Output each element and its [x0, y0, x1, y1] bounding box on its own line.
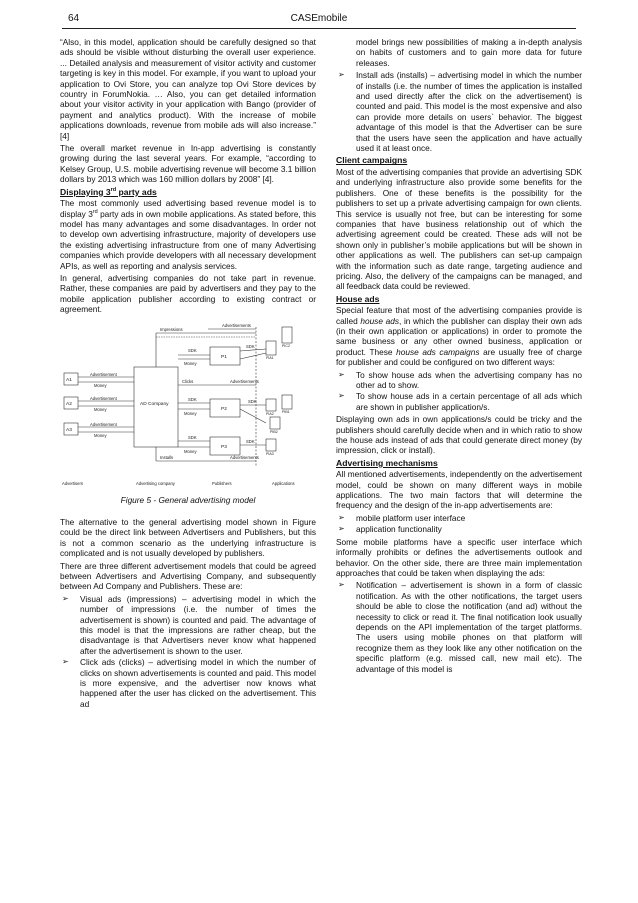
- advertisement-label-a3: Advertisement: [90, 421, 117, 427]
- money-label-a1: Money: [94, 382, 107, 388]
- list-item: ➢ mobile platform user interface: [338, 512, 466, 523]
- pic2-label: PIC2: [282, 343, 290, 348]
- section-heading-client-campaigns: Client campaigns: [336, 155, 408, 166]
- sdk-label-p1: SDK: [188, 347, 197, 353]
- sdk-label-app2: SDK: [248, 398, 257, 404]
- third-party-paragraph: The most commonly used advertising based revenue model is to display 3rd party ads in own mobile applications. As stated before, this model has many advantages and some disadvantages. In order not to develop own advertising infrastructure, majority of developers use the existing advertising infrastructure from one of many Advertising companies which provide developers with all necessary development APIs, as well as reporting and analysis services.: [60, 198, 316, 271]
- section-heading-mechanisms: Advertising mechanisms: [336, 457, 438, 468]
- a3-label: A3: [66, 427, 72, 433]
- arrow-bullet-icon: ➢: [338, 524, 345, 534]
- page-header: [62, 12, 576, 29]
- arrow-bullet-icon: ➢: [338, 580, 345, 590]
- sdk-label-app3: SDK: [246, 438, 255, 444]
- money-label-p1: Money: [184, 360, 197, 366]
- list-item: ➢ Install ads (installs) – advertising model in which the number of installs (i.e. the number of times the application is installed and used directly after the click on the advertisement) is counted and paid. This model is the most expensive and also can provide more details on users` behavior. The biggest advantage of this model is that the Advertiser can be sure that the users have seen the application and have actually used it at least once.: [338, 70, 582, 154]
- section-heading-third-party: Displaying 3rd party ads: [60, 186, 157, 197]
- client-campaigns-paragraph: Most of the advertising companies that provide an advertising SDK and underlying infrastructure also provide some benefits for the publishers. One of these benefits is the possibility for the publishers to set up a private advertising campaign for own clients. This service is usually not free, but can be interesting for some companies that have business relationship out of which the advertising agreement could be created. These ads will not be shown only in publisher’s mobile applications but will be shown in other applications as well. The publishers can set-up campaign with the information such as date range, targeting audience and pricing. Also, the delivery of the campaigns can be managed, and all feedback data could be reviewed.: [336, 166, 582, 292]
- arrow-bullet-icon: ➢: [338, 391, 345, 401]
- advertisement-label-a2: Advertisement: [90, 395, 117, 401]
- approaches-list: [336, 580, 582, 674]
- list-item: ➢ To show house ads when the advertising company has no other ad to show.: [338, 369, 582, 390]
- app-pia3-box: [266, 439, 276, 451]
- list-item: ➢ Visual ads (impressions) – advertising model in which the number of impressions (i.e. the number of times the advertisement is shown) is counted and paid. The advantage of this model is that the impressions are rather cheap, but the disadvantage is that Advertisers never know what happened after the advertisement is shown to the user.: [62, 593, 316, 656]
- arrow-bullet-icon: ➢: [338, 512, 345, 522]
- figure-caption: Figure 5 - General advertising model: [120, 494, 256, 505]
- house-ads-paragraph: Special feature that most of the advertising companies provide is called house ads, in which the publisher can display their own ads (in their own application or applications) in order to promote the same business or any other owned business, application or product. These house ads campaigns are usually free of charge for publisher and could be configured on two different ways:: [336, 305, 583, 368]
- sdk-label-p3: SDK: [188, 434, 197, 440]
- house-ads-list: [336, 370, 582, 413]
- factors-list: [336, 513, 582, 535]
- pia2-label: PIA2: [266, 411, 274, 416]
- app-pia2-box: [266, 399, 276, 411]
- advertisers-axis-label: Advertisers: [62, 480, 83, 486]
- pib2-label: PIB2: [270, 429, 278, 434]
- app-pia1-box: [266, 341, 276, 355]
- pib1-label: PIB1: [282, 409, 290, 414]
- applications-axis-label: Applications: [272, 480, 295, 486]
- app-pib1-box: [282, 395, 292, 409]
- p1-label: P1: [221, 354, 227, 360]
- list-item: ➢ application functionality: [338, 524, 442, 535]
- advertisements-label: Advertisements: [222, 322, 251, 328]
- install-ads-list: [336, 70, 582, 153]
- pia1-label: PIA1: [266, 355, 274, 360]
- models-intro-paragraph: There are three different advertisement models that could be agreed between Advertisers and Advertising Company, and subsequently between Ad Company and Publishers. These are:: [60, 560, 316, 592]
- click-ads-continuation: model brings new possibilities of making a in-depth analysis on habits of customers and to gain more data for future releases.: [356, 37, 582, 68]
- money-label-a2: Money: [94, 406, 107, 412]
- sdk-label-app1: SDK: [246, 343, 255, 349]
- right-column: [336, 37, 582, 676]
- advertising-model-figure: [60, 319, 316, 489]
- advertising-company-axis-label: Advertising company: [136, 480, 175, 486]
- mechanisms-paragraph-2: Some mobile platforms have a specific user interface which informally prohibits or defines the advertisements outlook and behavior. On the other side, there are three main implementation approaches that could be taken when displaying the ads:: [336, 536, 582, 578]
- clicks-label: Clicks: [182, 378, 194, 384]
- p2-label: P2: [221, 406, 227, 412]
- page-number: 64: [68, 13, 80, 24]
- quote-paragraph: “Also, in this model, application should be carefully designed so that ads should be visible without disturbing the overall user experience. ... Detailed analysis and measurement of visitor activity and customer targeting is key in this model. For example, if you want to upload your application to Ovi Store, you can analyze top Ovi Store devices by country in ForumNokia. … Also, you can get detailed information about your visitor activity in your application with Bango (provider of payment and analytics product). With the increase of mobile applications downloads, revenue from mobile ads will also increase.” [4]: [60, 37, 316, 141]
- money-label-p2: Money: [184, 410, 197, 416]
- advertisements-label-3: Advertisements: [230, 454, 259, 460]
- house-ads-paragraph-2: Displaying own ads in own applications/s could be tricky and the publishers should carefully decide when and in which ratio to show the house ads instead of ads that could generate direct money (by impression, click or install).: [336, 414, 582, 456]
- money-label-p3: Money: [184, 448, 197, 454]
- section-heading-house-ads: House ads: [336, 293, 380, 304]
- money-label-a3: Money: [94, 432, 107, 438]
- revenue-paragraph: In general, advertising companies do not take part in revenue. Rather, these companies are paid by advertisers and they pay to the mobile application publisher according to existing contract or agreement.: [60, 272, 316, 315]
- pia3-label: PIA3: [266, 451, 274, 456]
- app-pic2-box: [282, 327, 292, 343]
- arrow-bullet-icon: ➢: [62, 657, 69, 667]
- app-pib2-box: [270, 417, 280, 429]
- publishers-axis-label: Publishers: [212, 480, 232, 486]
- list-item: ➢ Notification – advertisement is shown in a form of classic notification. As with the other notifications, the target users should be able to close the notification (and ad) without the necessity to click or read it. The final notification look usually depends on the API implementation of the target platforms. The users using mobile phones on that platform will recognize them as they look like any other notification on the specific platform (e.g. missed call, new mail etc). The advantage of this model is: [338, 580, 582, 674]
- list-item: ➢ Click ads (clicks) – advertising model in which the number of clicks on shown advertisements is counted and paid. This model is more expensive, and the advertiser now knows what happened after the user has clicked on the advertisement. This ad: [62, 657, 316, 709]
- market-paragraph: The overall market revenue in In-app advertising is constantly growing during the last several years. For example, “according to Kelsey Group, U.S. mobile advertising revenue will become 3.1 billion dollars by 2013 which was 160 million dollars by 2008” [4].: [60, 143, 316, 185]
- alternative-paragraph: The alternative to the general advertising model shown in Figure could be the direct link between Advertisers and Publishers, but this is not a common scenario as the underlying infrastructure is complicated and is not usually developed by publishers.: [60, 516, 316, 559]
- p3-label: P3: [221, 444, 227, 450]
- sdk-label-p2: SDK: [188, 396, 197, 402]
- mechanisms-paragraph: All mentioned advertisements, independently on the advertisement model, could be shown on many different ways in mobile applications. The two main factors that will determine the frequency and the design of the in-app advertisements are:: [336, 469, 582, 511]
- running-title: CASEmobile: [290, 13, 348, 24]
- arrow-bullet-icon: ➢: [338, 369, 345, 379]
- models-list: [60, 594, 316, 709]
- a1-label: A1: [66, 377, 72, 383]
- installs-label: Installs: [160, 454, 174, 460]
- ad-company-box: [134, 367, 178, 447]
- advertisements-label-2: Advertisements: [230, 378, 259, 384]
- a2-label: A2: [66, 401, 72, 407]
- arrow-bullet-icon: ➢: [338, 70, 345, 80]
- list-item: ➢ To show house ads in a certain percentage of all ads which are shown in publisher application/s.: [338, 391, 582, 412]
- ad-company-label: AD Company: [140, 401, 169, 407]
- arrow-bullet-icon: ➢: [62, 593, 69, 603]
- impressions-label: Impressions: [160, 326, 183, 332]
- advertisement-label-a1: Advertisement: [90, 371, 117, 377]
- left-column: [60, 37, 316, 711]
